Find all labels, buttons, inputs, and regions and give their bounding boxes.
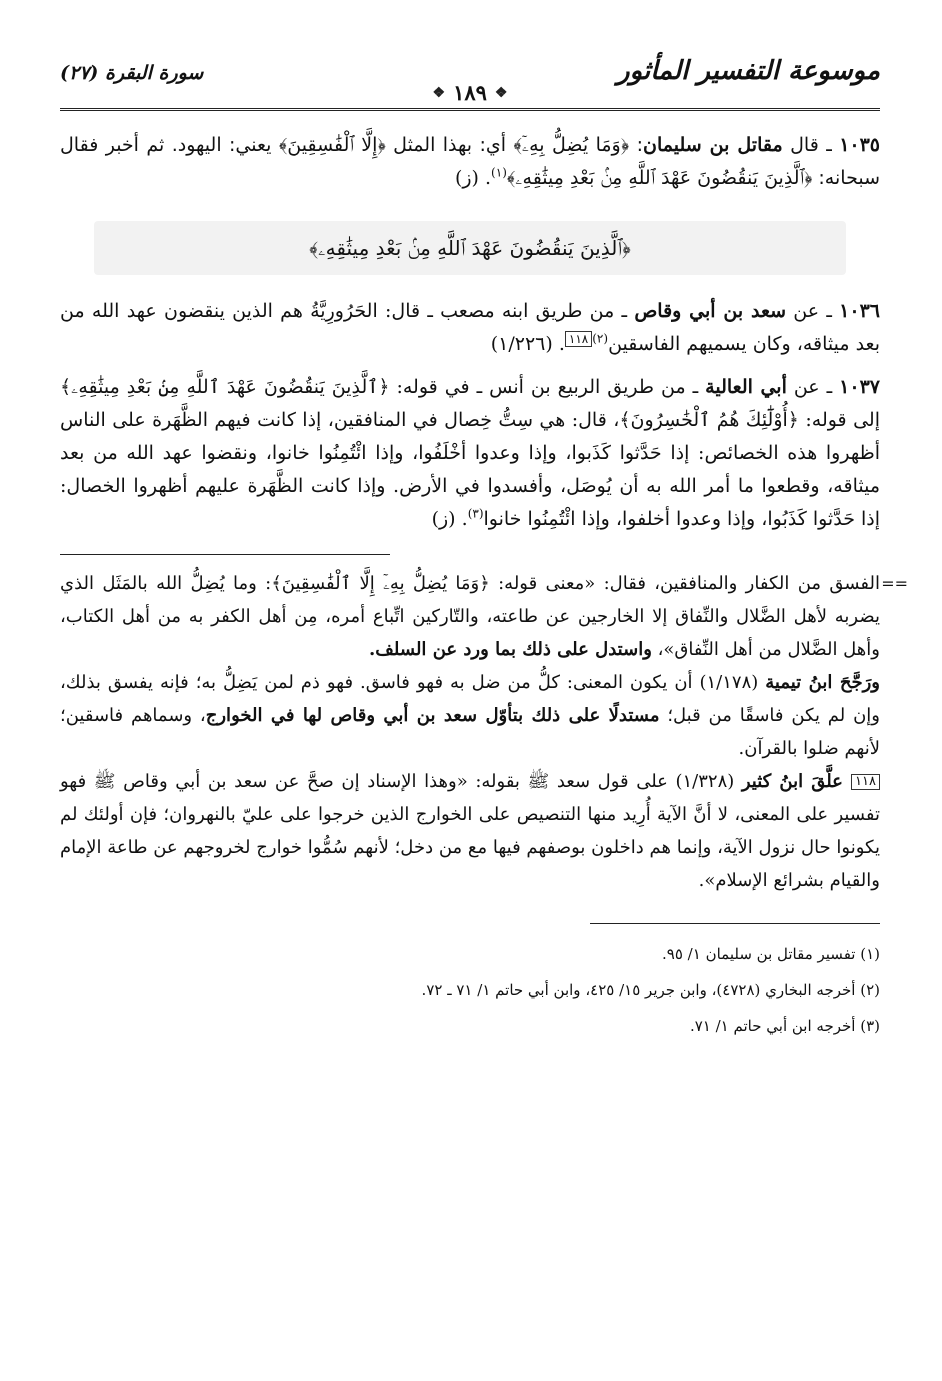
surah-label: سورة البقرة (٢٧) [60,62,204,84]
page-header [60,52,880,111]
footnotes [60,936,880,1044]
footnote-ref: (١) [491,165,507,180]
continuation-mark: == [881,574,908,593]
verse-heading: ﴿ٱلَّذِينَ يَنقُضُونَ عَهْدَ ٱللَّهِ مِنۢ بَعْدِ مِيثَٰقِهِۦ﴾ [94,221,846,275]
note-text: (١/١٧٨) أن يكون المعنى: كلُّ من ضل به فهو فاسق. فهو ذم لمن يَضِلُّ به؛ فإنه يفسق بذلك، وإن لم يكن فاسقًا من قبل؛ [60,672,881,726]
entry-number: ١٠٣٦ [839,300,880,322]
scholar-name: علَّقَ ابنُ كثير [741,771,852,792]
note-bold: واستدل على ذلك بما ورد عن السلف. [369,639,652,660]
note-text: ، وسماهم فاسقين؛ لأنهم ضلوا بالقرآن. [60,705,880,759]
entry-number: ١٠٣٥ [839,134,881,156]
footnote-ref: (٢) [592,331,609,346]
footnote: (٣) أخرجه ابن أبي حاتم ١/ ٧١. [689,1017,880,1035]
narrator-name: سعد بن أبي وقاص [634,300,787,322]
page-number-group [423,80,518,105]
note-box-ref: ١١٨ [565,331,592,347]
entry-tail: . (١/٢٢٦) [490,333,565,355]
page [60,52,908,1341]
entry-text: : ﴿وَمَا يُضِلُّ بِهِۦٓ﴾ أي: بهذا المثل ﴿إِلَّا ٱلْفَٰسِقِينَ﴾ يعني: اليهود. ثم أخبر فقال سبحانه: ﴿ٱلَّذِينَ يَنقُضُونَ عَهْدَ ٱللَّهِ مِنۢ بَعْدِ مِيثَٰقِهِۦ﴾ [60,134,880,189]
narrator-name: أبي العالية [705,376,787,398]
notes-separator [60,554,390,555]
footnote: (٢) أخرجه البخاري (٤٧٢٨)، وابن جرير ١٥/ ٤٢٥، وابن أبي حاتم ١/ ٧١ ـ ٧٢. [421,981,880,999]
entry-tail: . (ز) [454,167,492,189]
note-paragraph [60,666,880,765]
narrator-name: مقاتل بن سليمان [642,134,783,156]
footnote: (١) تفسير مقاتل بن سليمان ١/ ٩٥. [662,945,880,963]
scholar-notes [60,567,908,897]
footnote-ref: (٣) [467,506,484,521]
book-title: موسوعة التفسير المأثور [617,56,880,86]
footnotes-separator [590,923,880,924]
note-paragraph [60,765,880,897]
entry-text: ـ من طريق الربيع بن أنس ـ في قوله: ﴿ٱلَّذِينَ يَنقُضُونَ عَهْدَ ٱللَّهِ مِنۢ بَعْدِ مِيثَٰقِهِۦ﴾ إلى قوله: ﴿أُوْلَٰٓئِكَ هُمُ ٱلْخَٰسِرُونَ﴾، قال: هي سِتُّ خِصال في المنافقين، إذا كانت فيهم الظَّهَرة على الناس أظهروا هذه الخصائص: إذا حَدَّثوا كَذَبوا، وإذا وعدوا أخْلَفُوا، وإذا ائْتُمِنُوا خانوا، ونقضوا عهد الله من بعد ميثاقه، وقطعوا ما أمر الله به أن يُوصَل، وأفسدوا في الأرض. وإذا كانت الظَّهَرة عليهم أظهروا الخصال: إذا حَدَّثوا كَذَبُوا، وإذا وعدوا أخلفوا، وإذا ائْتُمِنُوا خانوا [60,376,880,530]
note-text: الفسق من الكفار والمنافقين، فقال: «معنى قوله: ﴿وَمَا يُضِلُّ بِهِۦٓ إِلَّا ٱلْفَٰسِقِينَ﴾: وما يُضِلُّ الله بالمَثَل الذي يضربه لأهل الضَّلال والنِّفاق إلا الخارجين عن طاعته، والتّاركين اتِّباع أمره، مِن أهل الكفر به من أهل الكتاب، وأهل الضَّلال من أهل النِّفاق»، [60,573,880,660]
note-bold: مستدلًا على ذلك بتأوّل سعد بن أبي وقاص لها في الخوارج [205,705,660,726]
entry-lead: ـ عن [786,300,840,322]
entry-1037 [60,371,880,536]
entry-lead: ـ عن [786,376,840,398]
note-paragraph [60,567,880,666]
entry-lead: ـ قال [782,134,840,156]
entry-1036 [60,295,880,361]
entry-tail: . (ز) [431,508,468,530]
entry-number: ١٠٣٧ [839,376,880,398]
scholar-name: ورَجَّحَ ابنُ تيمية [765,672,880,693]
ornament-icon: ❖ [432,84,446,101]
note-box-number: ١١٨ [851,774,880,790]
entry-1035 [60,129,880,195]
ornament-icon: ❖ [494,84,508,101]
note-text: (١/٣٢٨) على قول سعد ﷺ بقوله: «وهذا الإسناد إن صحَّ عن سعد بن أبي وقاص ﷺ فهو تفسير على المعنى، لا أنَّ الآية أُرِيد منها التنصيص على الخوارج الذين خرجوا على عليّ بالنهروان؛ فإن أولئك لم يكونوا حال نزول الآية، وإنما هم داخلون بوصفهم فيها مع من دخل؛ لأنهم سُمُّوا خوارج لخروجهم عن طاعة الإمام والقيام بشرائع الإسلام». [60,771,880,891]
entry-text: ـ من طريق ابنه مصعب ـ قال: الحَرُورِيَّةُ هم الذين ينقضون عهد الله من بعد ميثاقه، وكان يسميهم الفاسقين [60,300,880,355]
page-number: ١٨٩ [453,80,487,105]
